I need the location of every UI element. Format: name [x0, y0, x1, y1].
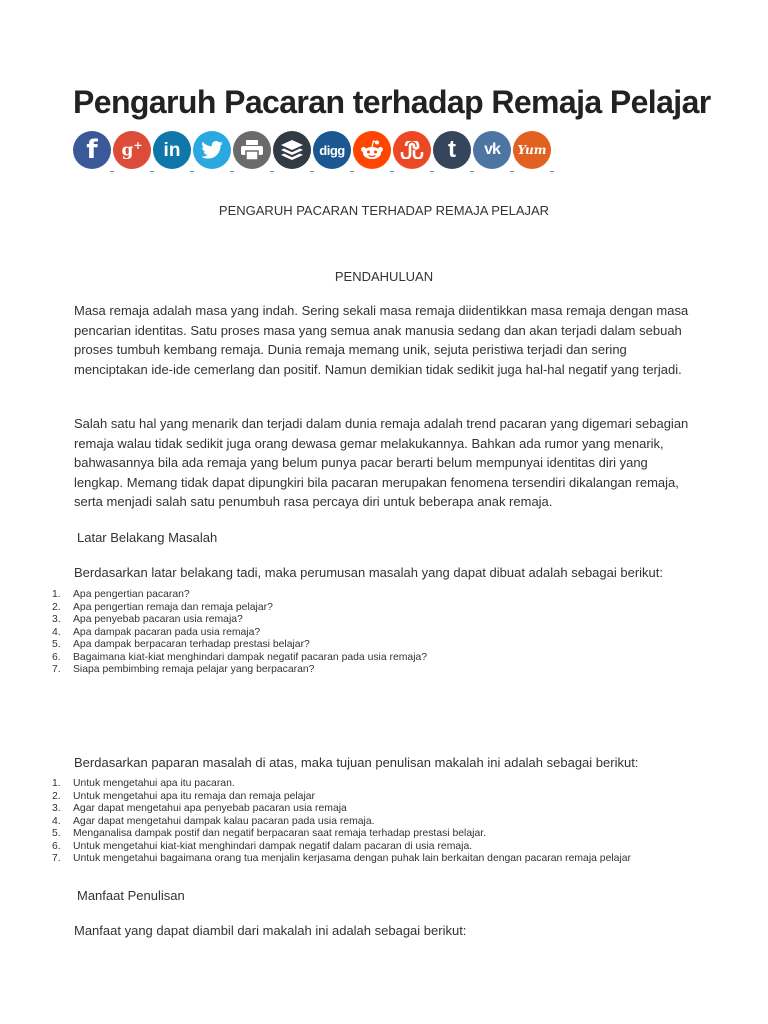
page-title: Pengaruh Pacaran terhadap Remaja Pelajar [73, 84, 711, 120]
list-item: 3. Agar dapat mengetahui apa penyebab pacaran usia remaja [52, 803, 347, 814]
reddit-share-button[interactable] [353, 131, 391, 169]
vk-share-button[interactable] [473, 131, 511, 169]
share-buttons-bar [73, 131, 551, 169]
facebook-share-button[interactable] [73, 131, 111, 169]
print-icon [241, 140, 263, 160]
reddit-icon [360, 140, 384, 160]
list-item: 2. Untuk mengetahui apa itu remaja dan remaja pelajar [52, 790, 316, 802]
digg-share-button[interactable] [313, 131, 351, 169]
section-heading-benefits: Manfaat Penulisan [77, 888, 185, 903]
list-item: 6. Bagaimana kiat-kiat menghindari dampak negatif pacaran pada usia remaja? [52, 651, 428, 663]
twitter-share-button[interactable] [193, 131, 231, 169]
list-item: 5. Apa dampak berpacaran terhadap prestasi belajar? [52, 639, 310, 650]
google-plus-share-button[interactable] [113, 131, 151, 169]
linkedin-icon: in [163, 139, 181, 161]
goals-intro-text: Berdasarkan paparan masalah di atas, maka tujuan penulisan makalah ini adalah sebagai berikut: [74, 755, 639, 770]
goals-list [52, 778, 673, 866]
facebook-icon: f [86, 135, 98, 165]
problem-list [52, 589, 673, 677]
list-item: 2. Apa pengertian remaja dan remaja pelajar? [52, 601, 273, 613]
stumbleupon-icon [400, 141, 424, 159]
section-heading-intro: PENDAHULUAN [334, 269, 434, 284]
list-item: 4. Apa dampak pacaran pada usia remaja? [52, 626, 261, 638]
buffer-icon [281, 140, 303, 160]
problem-intro-text: Berdasarkan latar belakang tadi, maka perumusan masalah yang dapat dibuat adalah sebagai berikut: [74, 565, 663, 580]
yummly-share-button[interactable] [513, 131, 551, 169]
intro-paragraph-2: Salah satu hal yang menarik dan terjadi dalam dunia remaja adalah trend pacaran yang digemari sebagian remaja walau tidak sedikit juga orang dewasa gemar melakukannya. Bahkan ada rumor yang menarik, bahwasannya bila ada remaja yang belum punya pacar berarti belum mempunyai identitas diri yang lengkap. Memang tidak dapat dipungkiri bila pacaran merupakan fenomena tersendiri dikalangan remaja, serta menjadi salah satu penumbuh rasa percaya diri untuk beberapa anak remaja. [74, 416, 689, 509]
section-heading-background: Latar Belakang Masalah [77, 530, 218, 545]
google-plus-icon: g+ [121, 139, 143, 161]
list-item: 4. Agar dapat mengetahui dampak kalau pacaran pada usia remaja. [52, 815, 375, 827]
list-item: 1. Apa pengertian pacaran? [52, 589, 190, 600]
yummly-icon: Yum [517, 143, 547, 157]
list-item: 3. Apa penyebab pacaran usia remaja? [52, 614, 243, 625]
benefits-intro-text: Manfaat yang dapat diambil dari makalah ini adalah sebagai berikut: [74, 923, 467, 938]
print-button[interactable] [233, 131, 271, 169]
stumbleupon-share-button[interactable] [393, 131, 431, 169]
tumblr-share-button[interactable] [433, 131, 471, 169]
tumblr-icon: t [448, 136, 456, 163]
list-item: 6. Untuk mengetahui kiat-kiat menghindari dampak negatif dalam pacaran di usia remaja. [52, 840, 473, 852]
linkedin-share-button[interactable] [153, 131, 191, 169]
digg-icon: digg [319, 142, 345, 158]
vk-icon: vk [484, 141, 500, 158]
list-item: 7. Untuk mengetahui bagaimana orang tua menjalin kerjasama dengan puhak lain berkaitan dengan pacaran remaja pelajar [52, 853, 631, 864]
list-item: 5. Menganalisa dampak postif dan negatif berpacaran saat remaja terhadap prestasi belajar. [52, 828, 486, 839]
list-item: 1. Untuk mengetahui apa itu pacaran. [52, 778, 235, 789]
list-item: 7. Siapa pembimbing remaja pelajar yang berpacaran? [52, 664, 315, 675]
twitter-icon [201, 141, 223, 159]
document-heading: PENGARUH PACARAN TERHADAP REMAJA PELAJAR [218, 203, 550, 218]
buffer-share-button[interactable] [273, 131, 311, 169]
intro-paragraph-1: Masa remaja adalah masa yang indah. Sering sekali masa remaja diidentikkan masa remaja dengan masa pencarian identitas. Satu proses masa yang semua anak manusia sedang dan akan terjadi dalam sebuah proses tumbuh kembang remaja. Dunia remaja memang unik, sejuta peristiwa terjadi dan sering menciptakan ide-ide cemerlang dan positif. Namun demikian tidak sedikit juga hal-hal negatif yang terjadi. [74, 303, 689, 377]
